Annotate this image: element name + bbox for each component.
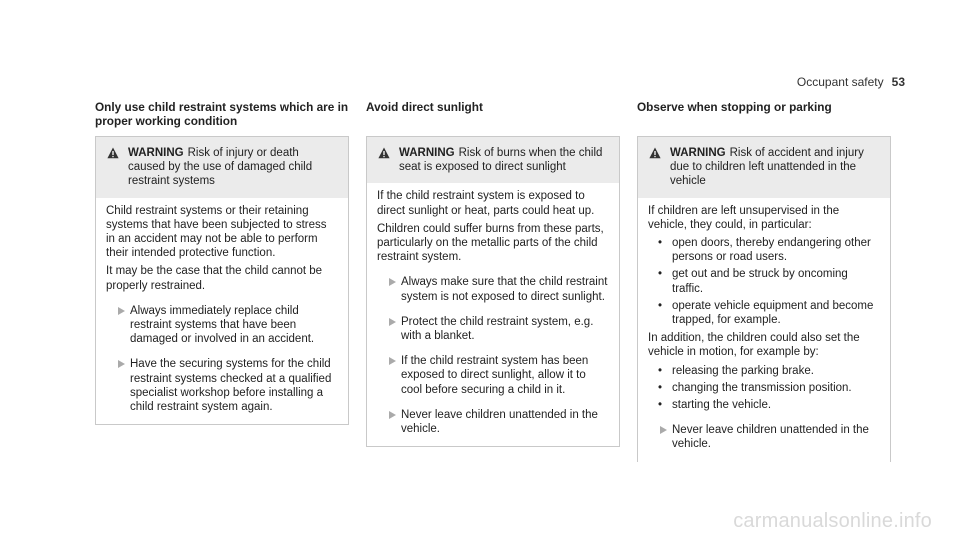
- warning-header: [367, 137, 619, 183]
- list-item: • changing the transmission position.: [648, 381, 880, 395]
- list-item: • starting the vehicle.: [648, 398, 880, 412]
- arrow-icon: [389, 278, 396, 286]
- section-heading: Only use child restraint systems which are in proper working condition: [95, 100, 349, 128]
- instruction-step: Have the securing systems for the child restraint systems checked at a qualified specialist workshop before installing a child restraint system again.: [106, 357, 338, 414]
- arrow-icon: [389, 318, 396, 326]
- warning-header: [638, 137, 890, 198]
- instruction-step: Always make sure that the child restraint system is not exposed to direct sunlight.: [377, 275, 609, 303]
- arrow-icon: [389, 411, 396, 419]
- instruction-step: Never leave children unattended in the vehicle.: [648, 423, 880, 451]
- warning-text: Risk of burns when the child seat is exposed to direct sunlight: [399, 147, 603, 174]
- arrow-icon: [118, 360, 125, 368]
- paragraph: Child restraint systems or their retaining systems that have been subjected to stress in an accident may not be able to perform their intended protective function.: [106, 204, 327, 260]
- instruction-step: If the child restraint system has been exposed to direct sunlight, allow it to cool before securing a child in it.: [377, 354, 609, 397]
- warning-triangle-icon: [107, 147, 119, 159]
- arrow-icon: [660, 426, 667, 434]
- bullet-list: [648, 236, 880, 327]
- paragraph: Children could suffer burns from these parts, particularly on the metallic parts of the child restraint system.: [377, 222, 604, 264]
- list-item: • operate vehicle equipment and become trapped, for example.: [648, 299, 880, 327]
- warning-label: WARNING: [399, 147, 455, 159]
- paragraph: If the child restraint system is exposed to direct sunlight or heat, parts could heat up.: [377, 190, 595, 217]
- list-item: • releasing the parking brake.: [648, 364, 880, 378]
- column-avoid-sunlight: [366, 100, 620, 447]
- watermark: carmanualsonline.info: [733, 509, 932, 532]
- instruction-step: Never leave children unattended in the vehicle.: [377, 408, 609, 436]
- column-stopping-parking: [637, 100, 891, 462]
- warning-box: [637, 136, 891, 462]
- column-child-restraint-condition: [95, 100, 349, 425]
- section-heading: Avoid direct sunlight: [366, 100, 483, 114]
- warning-text: Risk of accident and injury due to children left unattended in the vehicle: [670, 147, 864, 188]
- warning-header: [96, 137, 348, 198]
- instruction-step: Protect the child restraint system, e.g. with a blanket.: [377, 315, 609, 343]
- instruction-step: Always immediately replace child restraint systems that have been damaged or involved in an accident.: [106, 304, 338, 347]
- warning-label: WARNING: [670, 147, 726, 159]
- section-heading: Observe when stopping or parking: [637, 100, 832, 114]
- paragraph: It may be the case that the child cannot be properly restrained.: [106, 265, 323, 292]
- arrow-icon: [389, 357, 396, 365]
- paragraph: If children are left unsupervised in the vehicle, they could, in particular:: [648, 204, 840, 231]
- list-item: • get out and be struck by oncoming traffic.: [648, 267, 880, 295]
- paragraph: In addition, the children could also set the vehicle in motion, for example by:: [648, 332, 860, 359]
- page-number: 53: [891, 75, 905, 89]
- warning-box: [95, 136, 349, 425]
- list-item: • open doors, thereby endangering other persons or road users.: [648, 236, 880, 264]
- bullet-list: [648, 364, 880, 413]
- arrow-icon: [118, 307, 125, 315]
- warning-box: [366, 136, 620, 447]
- warning-triangle-icon: [378, 147, 390, 159]
- warning-triangle-icon: [649, 147, 661, 159]
- page-header: [797, 75, 905, 89]
- warning-text: Risk of injury or death caused by the use of damaged child restraint systems: [128, 147, 313, 188]
- warning-label: WARNING: [128, 147, 184, 159]
- section-title: Occupant safety: [796, 75, 884, 89]
